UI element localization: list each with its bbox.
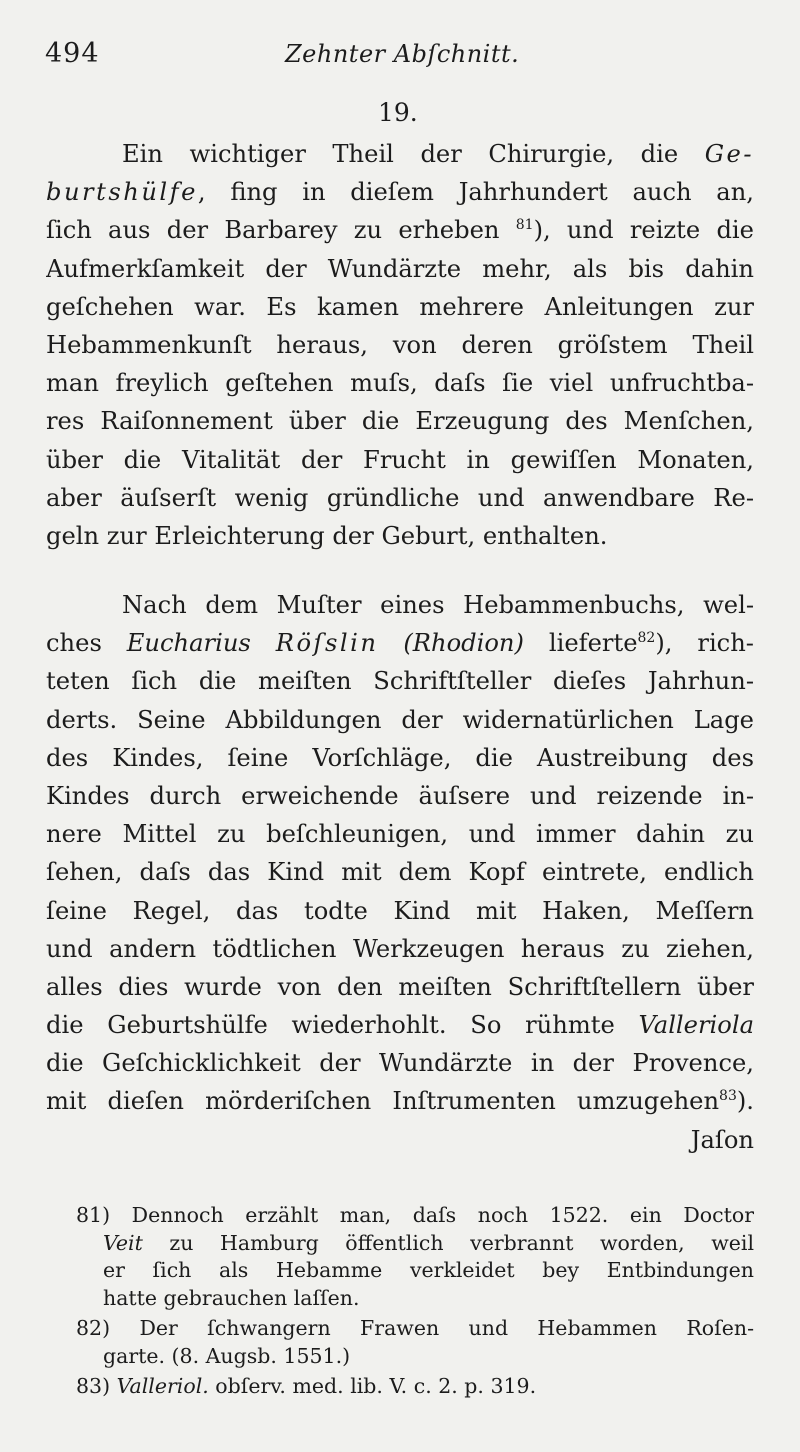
text-line: Kindes durch erweichende äuſsere und reizende in- xyxy=(46,781,754,810)
running-head: Zehnter Abſchnitt. xyxy=(285,40,520,68)
text-line: Nach dem Muſter eines Hebammenbuchs, wel- xyxy=(122,591,754,619)
footnote-ref: 82 xyxy=(637,630,656,647)
footnote-82 xyxy=(76,1315,754,1370)
text-line: burtshülfe, fing in dieſem Jahrhundert auch an, xyxy=(46,178,754,207)
author-alias: (Rhodion) xyxy=(378,629,524,658)
page-number: 494 xyxy=(45,38,100,69)
text-line: geln zur Erleichterung der Geburt, enthalten. xyxy=(46,521,608,550)
section-number: 19. xyxy=(378,98,418,127)
footnote-line: 82) Der ſchwangern Frawen und Hebammen Roſen- xyxy=(76,1316,754,1340)
footnote-81 xyxy=(76,1202,754,1312)
text-line: alles dies wurde von den meiſten Schriftſtellern über xyxy=(46,972,754,1001)
text-line: über die Vitalität der Frucht in gewiſſen Monaten, xyxy=(46,445,754,474)
text-line: ches Eucharius Röſslin (Rhodion) lieferte$^{82}$), rich- xyxy=(46,629,754,658)
footnote-line: 83) Valleriol. obſerv. med. lib. V. c. 2. p. 319. xyxy=(76,1374,537,1398)
footnote-ref: 81 xyxy=(515,217,534,234)
text-line: Aufmerkſamkeit der Wundärzte mehr, als bis dahin xyxy=(46,254,754,283)
text-line: Hebammenkunſt heraus, von deren gröſstem Theil xyxy=(46,330,754,359)
author-name: Valleriol. xyxy=(116,1374,209,1398)
catchword: Jaſon xyxy=(690,1125,754,1154)
text-line: Ein wichtiger Theil der Chirurgie, die Ge- xyxy=(122,140,754,168)
text-line: nere Mittel zu beſchleunigen, und immer dahin zu xyxy=(46,820,754,849)
text-line: derts. Seine Abbildungen der widernatürlichen Lage xyxy=(46,705,754,734)
footnote-ref: 83 xyxy=(719,1088,737,1105)
text-line: res Raiſonnement über die Erzeugung des Menſchen, xyxy=(46,407,754,436)
page-header xyxy=(45,38,765,78)
footnote-line: hatte gebrauchen laſſen. xyxy=(103,1285,360,1310)
text-line: mit dieſen mörderiſchen Inſtrumenten umzugehen$^{83}$). xyxy=(46,1087,754,1116)
text-line: ſich aus der Barbarey zu erheben $^{81}$), und reizte die xyxy=(46,216,754,245)
text-line: die Geſchicklichkeit der Wundärzte in der Provence, xyxy=(46,1049,754,1078)
text-line: des Kindes, ſeine Vorſchläge, die Austreibung des xyxy=(46,743,754,772)
footnote-line: garte. (8. Augsb. 1551.) xyxy=(103,1343,351,1368)
text-line: ſehen, daſs das Kind mit dem Kopf eintrete, endlich xyxy=(46,858,754,887)
footnote-83 xyxy=(76,1373,754,1401)
text-line: geſchehen war. Es kamen mehrere Anleitungen zur xyxy=(46,292,754,321)
footnote-line: er ſich als Hebamme verkleidet bey Entbindungen xyxy=(103,1258,754,1282)
paragraph-1 xyxy=(46,135,754,555)
footnote-line: 81) Dennoch erzählt man, daſs noch 1522. ein Doctor xyxy=(76,1203,754,1227)
spaced-term: Ge- xyxy=(704,140,754,168)
author-name: Valleriola xyxy=(638,1011,754,1040)
paragraph-2 xyxy=(46,586,754,1159)
person-name: Veit xyxy=(103,1230,143,1255)
author-name: Eucharius xyxy=(126,629,276,658)
footnote-line: Veit zu Hamburg öffentlich verbrannt worden, weil xyxy=(103,1230,754,1255)
text-line: ſeine Regel, das todte Kind mit Haken, Meſſern xyxy=(46,896,754,925)
footnotes xyxy=(76,1202,754,1404)
spaced-term: burtshülfe xyxy=(46,178,198,207)
text-line: und andern tödtlichen Werkzeugen heraus zu ziehen, xyxy=(46,934,754,963)
text-line: die Geburtshülfe wiederhohlt. So rühmte Valleriola xyxy=(46,1011,754,1040)
spaced-term: Röſslin xyxy=(275,629,379,658)
text-line: teten ſich die meiſten Schriftſteller dieſes Jahrhun- xyxy=(46,667,754,696)
text-line: aber äuſserſt wenig gründliche und anwendbare Re- xyxy=(46,483,754,512)
text-line: man freylich geſtehen muſs, daſs ſie viel unfruchtba- xyxy=(46,369,754,398)
